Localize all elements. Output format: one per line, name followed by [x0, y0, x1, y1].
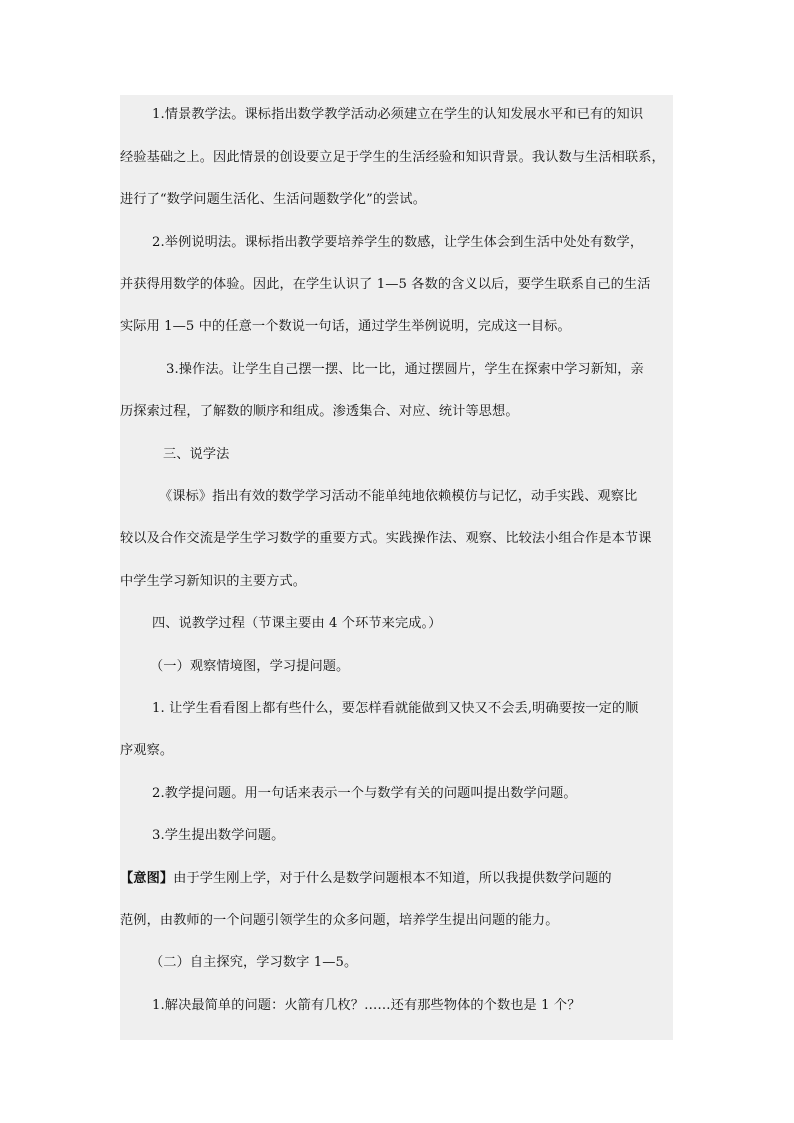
subsection-heading: （一）观察情境图，学习提问题。	[150, 659, 350, 674]
paragraph-line: 进行了“数学问题生活化、生活问题数学化”的尝试。	[120, 192, 427, 207]
paragraph-line: 2.教学提问题。用一句话来表示一个与数学有关的问题叫提出数学问题。	[152, 786, 577, 801]
paragraph-line: 3.学生提出数学问题。	[152, 828, 285, 843]
intent-text: 由于学生刚上学，对于什么是数学问题根本不知道，所以我提供数学问题的	[173, 871, 612, 886]
paragraph-line: 1.解决最简单的问题：火箭有几枚？……还有那些物体的个数也是 1 个？	[152, 998, 581, 1013]
paragraph-line: 3.操作法。让学生自己摆一摆、比一比，通过摆圆片，学生在探索中学习新知，亲	[166, 362, 644, 377]
intent-label: 【意图】	[120, 871, 174, 886]
paragraph-line: 1.情景教学法。课标指出数学教学活动必须建立在学生的认知发展水平和已有的知识	[152, 107, 644, 122]
paragraph-line: 序观察。	[120, 743, 174, 758]
paragraph-line: 范例，由教师的一个问题引领学生的众多问题，培养学生提出问题的能力。	[120, 913, 559, 928]
paragraph-line: 《课标》指出有效的数学学习活动不能单纯地依赖模仿与记忆，动手实践、观察比	[159, 489, 638, 504]
section-heading: 三、说学法	[163, 447, 230, 462]
intent-paragraph-line	[120, 870, 680, 888]
subsection-heading: （二）自主探究，学习数字 1—5。	[150, 955, 358, 970]
paragraph-line: 并获得用数学的体验。因此，在学生认识了 1—5 各数的含义以后，要学生联系自己的生活	[120, 277, 651, 292]
paragraph-line: 1. 让学生看看图上都有些什么，要怎样看就能做到又快又不会丢,明确要按一定的顺	[152, 701, 639, 716]
paragraph-line: 历探索过程，了解数的顺序和组成。渗透集合、对应、统计等思想。	[120, 404, 519, 419]
paragraph-line: 经验基础之上。因此情景的创设要立足于学生的生活经验和知识背景。我认数与生活相联系，	[120, 150, 665, 165]
paragraph-line: 2.举例说明法。课标指出教学要培养学生的数感，让学生体会到生活中处处有数学，	[152, 235, 644, 250]
paragraph-line: 中学生学习新知识的主要方式。	[120, 574, 307, 589]
paragraph-line: 实际用 1—5 中的任意一个数说一句话，通过学生举例说明，完成这一目标。	[120, 319, 571, 334]
section-heading: 四、说教学过程（节课主要由 4 个环节来完成。）	[152, 616, 442, 631]
paragraph-line: 较以及合作交流是学生学习数学的重要方式。实践操作法、观察、比较法小组合作是本节课	[120, 531, 652, 546]
